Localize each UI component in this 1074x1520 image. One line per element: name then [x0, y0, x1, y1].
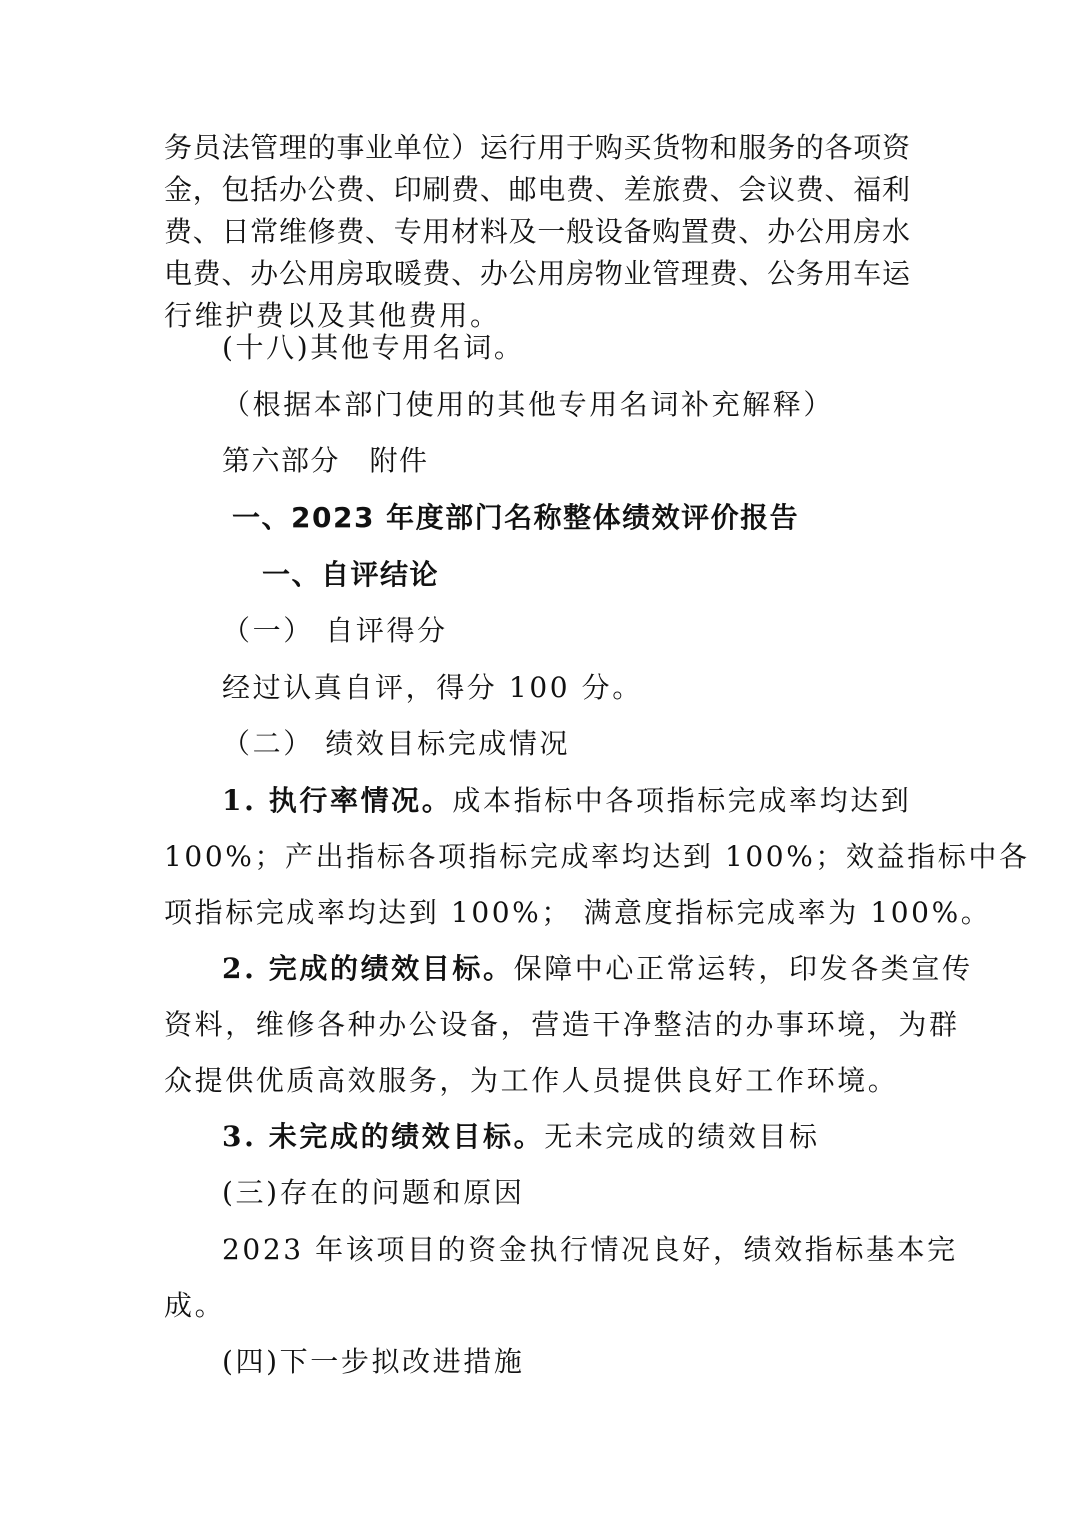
sub1-text: 经过认真自评，得分 100 分。: [222, 671, 643, 704]
sub3-text-line: 2023 年该项目的资金执行情况良好，绩效指标基本完: [222, 1233, 958, 1266]
point3-text: 无未完成的绩效目标: [544, 1120, 820, 1153]
paragraph-line: 金，包括办公费、印刷费、邮电费、差旅费、会议费、福利: [164, 173, 910, 206]
paragraph-line: 资料，维修各种办公设备，营造干净整洁的办事环境，为群: [164, 1008, 960, 1041]
point1-text: 成本指标中各项指标完成率均达到: [452, 784, 912, 817]
sub2-heading: （二） 绩效目标完成情况: [222, 727, 571, 760]
paragraph-line: 电费、办公用房取暖费、办公用房物业管理费、公务用车运: [164, 257, 910, 290]
report-title: 一、2023 年度部门名称整体绩效评价报告: [232, 501, 800, 534]
section1-heading: 一、自评结论: [262, 558, 440, 591]
paragraph-line: 行维护费以及其他费用。: [164, 299, 501, 332]
point2-label: 2. 完成的绩效目标。: [222, 952, 514, 985]
sub3-heading: (三)存在的问题和原因: [222, 1176, 525, 1209]
item-18-note: （根据本部门使用的其他专用名词补充解释）: [222, 388, 835, 421]
sub1-heading: （一） 自评得分: [222, 614, 448, 647]
point3-label: 3. 未完成的绩效目标。: [222, 1120, 545, 1153]
point2-line: [222, 952, 973, 986]
paragraph-line: 100%；产出指标各项指标完成率均达到 100%；效益指标中各: [164, 840, 1030, 873]
point3-line: [222, 1120, 820, 1154]
paragraph-line: 务员法管理的事业单位）运行用于购买货物和服务的各项资: [164, 131, 910, 164]
sub4-heading: (四)下一步拟改进措施: [222, 1345, 525, 1378]
paragraph-line: 费、日常维修费、专用材料及一般设备购置费、办公用房水: [164, 215, 910, 248]
sub3-text-line: 成。: [164, 1289, 226, 1322]
point1-line: [222, 784, 911, 818]
part6-heading: 第六部分 附件: [222, 444, 429, 477]
point1-label: 1. 执行率情况。: [222, 784, 453, 817]
item-18-heading: (十八)其他专用名词。: [222, 331, 525, 364]
point2-text: 保障中心正常运转，印发各类宣传: [513, 952, 973, 985]
paragraph-line: 项指标完成率均达到 100%； 满意度指标完成率为 100%。: [164, 896, 992, 929]
paragraph-line: 众提供优质高效服务，为工作人员提供良好工作环境。: [164, 1064, 899, 1097]
